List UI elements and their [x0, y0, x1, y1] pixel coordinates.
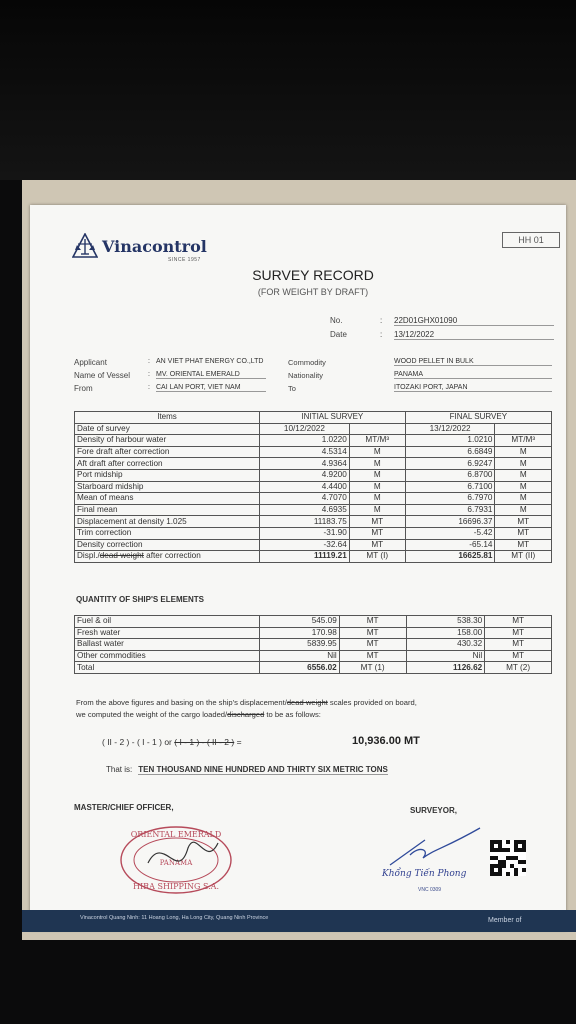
final-value-cell: 538.30: [406, 616, 485, 628]
ship-elements-table: [74, 615, 552, 674]
form-code: HH 01: [502, 232, 560, 248]
initial-value-cell: 545.09: [260, 616, 340, 628]
weight-formula: ( II - 2 ) - ( I - 1 ) or ( I - 1 ) - ( II - 2 ) =: [102, 737, 242, 747]
col-items: Items: [75, 412, 260, 424]
conclusion-line-2: we computed the weight of the cargo loaded/discharged to be as follows:: [76, 710, 321, 719]
initial-unit-cell: MT: [339, 650, 406, 662]
survey-row: [75, 493, 552, 505]
applicant-value: AN VIET PHAT ENERGY CO.,LTD: [156, 358, 264, 365]
elements-row: [75, 616, 552, 628]
final-value-cell: -5.42: [405, 527, 495, 539]
elements-row: [75, 650, 552, 662]
final-unit-cell: M: [495, 493, 552, 505]
survey-row: [75, 423, 552, 435]
initial-unit-cell: MT: [349, 539, 405, 551]
no-label: No.: [330, 316, 343, 325]
item-cell: Other commodities: [75, 650, 260, 662]
initial-unit-cell: M: [349, 493, 405, 505]
initial-unit-cell: M: [349, 481, 405, 493]
commodity-value: WOOD PELLET IN BULK: [394, 358, 552, 366]
applicant-label: Applicant: [74, 358, 107, 367]
document-subtitle: (FOR WEIGHT BY DRAFT): [257, 287, 369, 297]
survey-row: [75, 527, 552, 539]
initial-value-cell: -32.64: [260, 539, 350, 551]
final-value-cell: 6.6849: [405, 446, 495, 458]
final-unit-cell: M: [495, 504, 552, 516]
item-cell: Aft draft after correction: [75, 458, 260, 470]
surveyor-code: VNC 0309: [418, 887, 442, 893]
commodity-label: Commodity: [288, 358, 326, 367]
item-cell: Starboard midship: [75, 481, 260, 493]
survey-table-header: [75, 412, 552, 424]
amount-in-words: That is: TEN THOUSAND NINE HUNDRED AND THIRTY SIX METRIC TONS: [106, 765, 388, 774]
initial-unit-cell: MT: [339, 639, 406, 651]
item-cell: Displ./dead weight after correction: [75, 551, 260, 563]
final-value-cell: 6.7970: [405, 493, 495, 505]
stamp-text-top: ORIENTAL EMERALD: [130, 830, 222, 839]
initial-unit-cell: M: [349, 504, 405, 516]
item-cell: Density correction: [75, 539, 260, 551]
final-value-cell: 6.9247: [405, 458, 495, 470]
document-title: SURVEY RECORD: [252, 267, 374, 283]
colon: :: [380, 330, 383, 339]
final-unit-cell: MT: [485, 650, 552, 662]
item-cell: Fresh water: [75, 627, 260, 639]
final-unit-cell: MT: [495, 516, 552, 528]
survey-row-displacement-final: [75, 551, 552, 563]
item-cell: Final mean: [75, 504, 260, 516]
elements-row: [75, 627, 552, 639]
from-label: From: [74, 384, 93, 393]
final-unit-cell: MT: [485, 639, 552, 651]
cargo-weight-result: 10,936.00 MT: [352, 735, 420, 747]
colon: :: [148, 358, 150, 365]
vessel-label: Name of Vessel: [74, 371, 131, 380]
initial-value-cell: 4.4400: [260, 481, 350, 493]
record-number: 22D01GHX01090: [394, 316, 554, 326]
item-cell: Density of harbour water: [75, 435, 260, 447]
final-unit-cell: MT/M³: [495, 435, 552, 447]
col-final: FINAL SURVEY: [405, 412, 551, 424]
surveyor-name: Khổng Tiến Phong: [382, 869, 467, 879]
item-cell: Fore draft after correction: [75, 446, 260, 458]
initial-unit-cell: MT/M³: [349, 435, 405, 447]
initial-value-cell: 4.9200: [260, 469, 350, 481]
survey-row: [75, 446, 552, 458]
initial-value-cell: 6556.02: [260, 662, 340, 674]
survey-table: [74, 411, 552, 563]
initial-value-cell: 11119.21: [260, 551, 350, 563]
final-value-cell: 6.7100: [405, 481, 495, 493]
footer-member: Member of: [488, 917, 522, 924]
item-cell: Displacement at density 1.025: [75, 516, 260, 528]
conclusion-line-1: From the above figures and basing on the ship's displacement/dead weight scales provided on board,: [76, 698, 417, 707]
item-cell: Trim correction: [75, 527, 260, 539]
nationality-label: Nationality: [288, 371, 324, 380]
survey-row: [75, 458, 552, 470]
initial-unit-cell: MT: [339, 627, 406, 639]
photo-background: [0, 0, 576, 180]
initial-unit-cell: MT: [349, 527, 405, 539]
company-logo: [72, 233, 207, 259]
final-value-cell: 16625.81: [405, 551, 495, 563]
item-cell: Ballast water: [75, 639, 260, 651]
final-unit-cell: M: [495, 469, 552, 481]
qr-code[interactable]: [490, 840, 526, 876]
surveyor-signature-label: SURVEYOR,: [410, 806, 457, 815]
final-unit-cell: MT: [485, 627, 552, 639]
final-unit-cell: [495, 423, 552, 435]
initial-unit-cell: MT: [349, 516, 405, 528]
initial-value-cell: -31.90: [260, 527, 350, 539]
final-value-cell: 1126.62: [406, 662, 485, 674]
survey-row: [75, 504, 552, 516]
survey-document: [30, 205, 566, 930]
item-cell: Port midship: [75, 469, 260, 481]
survey-row: [75, 539, 552, 551]
final-value-cell: 16696.37: [405, 516, 495, 528]
initial-value-cell: 170.98: [260, 627, 340, 639]
final-value-cell: 13/12/2022: [405, 423, 495, 435]
initial-value-cell: Nil: [260, 650, 340, 662]
initial-value-cell: 4.6935: [260, 504, 350, 516]
from-value: CAI LAN PORT, VIET NAM: [156, 384, 266, 392]
final-unit-cell: M: [495, 446, 552, 458]
survey-row: [75, 516, 552, 528]
initial-value-cell: 5839.95: [260, 639, 340, 651]
final-unit-cell: MT (II): [495, 551, 552, 563]
final-unit-cell: MT: [485, 616, 552, 628]
ship-stamp: [118, 823, 234, 897]
final-unit-cell: M: [495, 458, 552, 470]
initial-unit-cell: M: [349, 469, 405, 481]
footer-address: Vinacontrol Quang Ninh: 11 Hoang Long, Ha Long City, Quang Ninh Province: [80, 915, 269, 921]
item-cell: Mean of means: [75, 493, 260, 505]
record-date: 13/12/2022: [394, 330, 554, 340]
brand-name: Vinacontrol: [102, 236, 207, 256]
initial-unit-cell: [349, 423, 405, 435]
initial-value-cell: 10/12/2022: [260, 423, 350, 435]
nationality-value: PANAMA: [394, 371, 552, 379]
initial-unit-cell: MT (I): [349, 551, 405, 563]
colon: :: [148, 384, 150, 391]
date-label: Date: [330, 330, 347, 339]
colon: :: [380, 316, 383, 325]
initial-value-cell: 4.9364: [260, 458, 350, 470]
final-unit-cell: MT (2): [485, 662, 552, 674]
item-cell: Fuel & oil: [75, 616, 260, 628]
final-value-cell: 158.00: [406, 627, 485, 639]
final-value-cell: -65.14: [405, 539, 495, 551]
final-unit-cell: MT: [495, 539, 552, 551]
survey-row: [75, 481, 552, 493]
master-signature-label: MASTER/CHIEF OFFICER,: [74, 803, 174, 812]
initial-value-cell: 4.5314: [260, 446, 350, 458]
final-value-cell: Nil: [406, 650, 485, 662]
stamp-text-middle: PANAMA: [159, 859, 193, 867]
item-cell: Date of survey: [75, 423, 260, 435]
elements-section-title: QUANTITY OF SHIP'S ELEMENTS: [76, 595, 204, 604]
survey-row: [75, 435, 552, 447]
vessel-value: MV. ORIENTAL EMERALD: [156, 371, 266, 379]
final-unit-cell: MT: [495, 527, 552, 539]
initial-value-cell: 11183.75: [260, 516, 350, 528]
final-value-cell: 6.8700: [405, 469, 495, 481]
initial-value-cell: 1.0220: [260, 435, 350, 447]
to-value: ITOZAKI PORT, JAPAN: [394, 384, 552, 392]
col-initial: INITIAL SURVEY: [260, 412, 406, 424]
to-label: To: [288, 384, 296, 393]
elements-row: [75, 639, 552, 651]
stamp-text-bottom: HIRA SHIPPING S.A.: [132, 882, 220, 891]
scales-logo-icon: [72, 233, 98, 259]
initial-unit-cell: M: [349, 458, 405, 470]
brand-since: SINCE 1957: [168, 257, 201, 263]
final-value-cell: 430.32: [406, 639, 485, 651]
final-value-cell: 1.0210: [405, 435, 495, 447]
elements-total-row: [75, 662, 552, 674]
initial-value-cell: 4.7070: [260, 493, 350, 505]
final-unit-cell: M: [495, 481, 552, 493]
final-value-cell: 6.7931: [405, 504, 495, 516]
item-cell: Total: [75, 662, 260, 674]
initial-unit-cell: MT: [339, 616, 406, 628]
initial-unit-cell: M: [349, 446, 405, 458]
survey-row: [75, 469, 552, 481]
initial-unit-cell: MT (1): [339, 662, 406, 674]
colon: :: [148, 371, 150, 378]
